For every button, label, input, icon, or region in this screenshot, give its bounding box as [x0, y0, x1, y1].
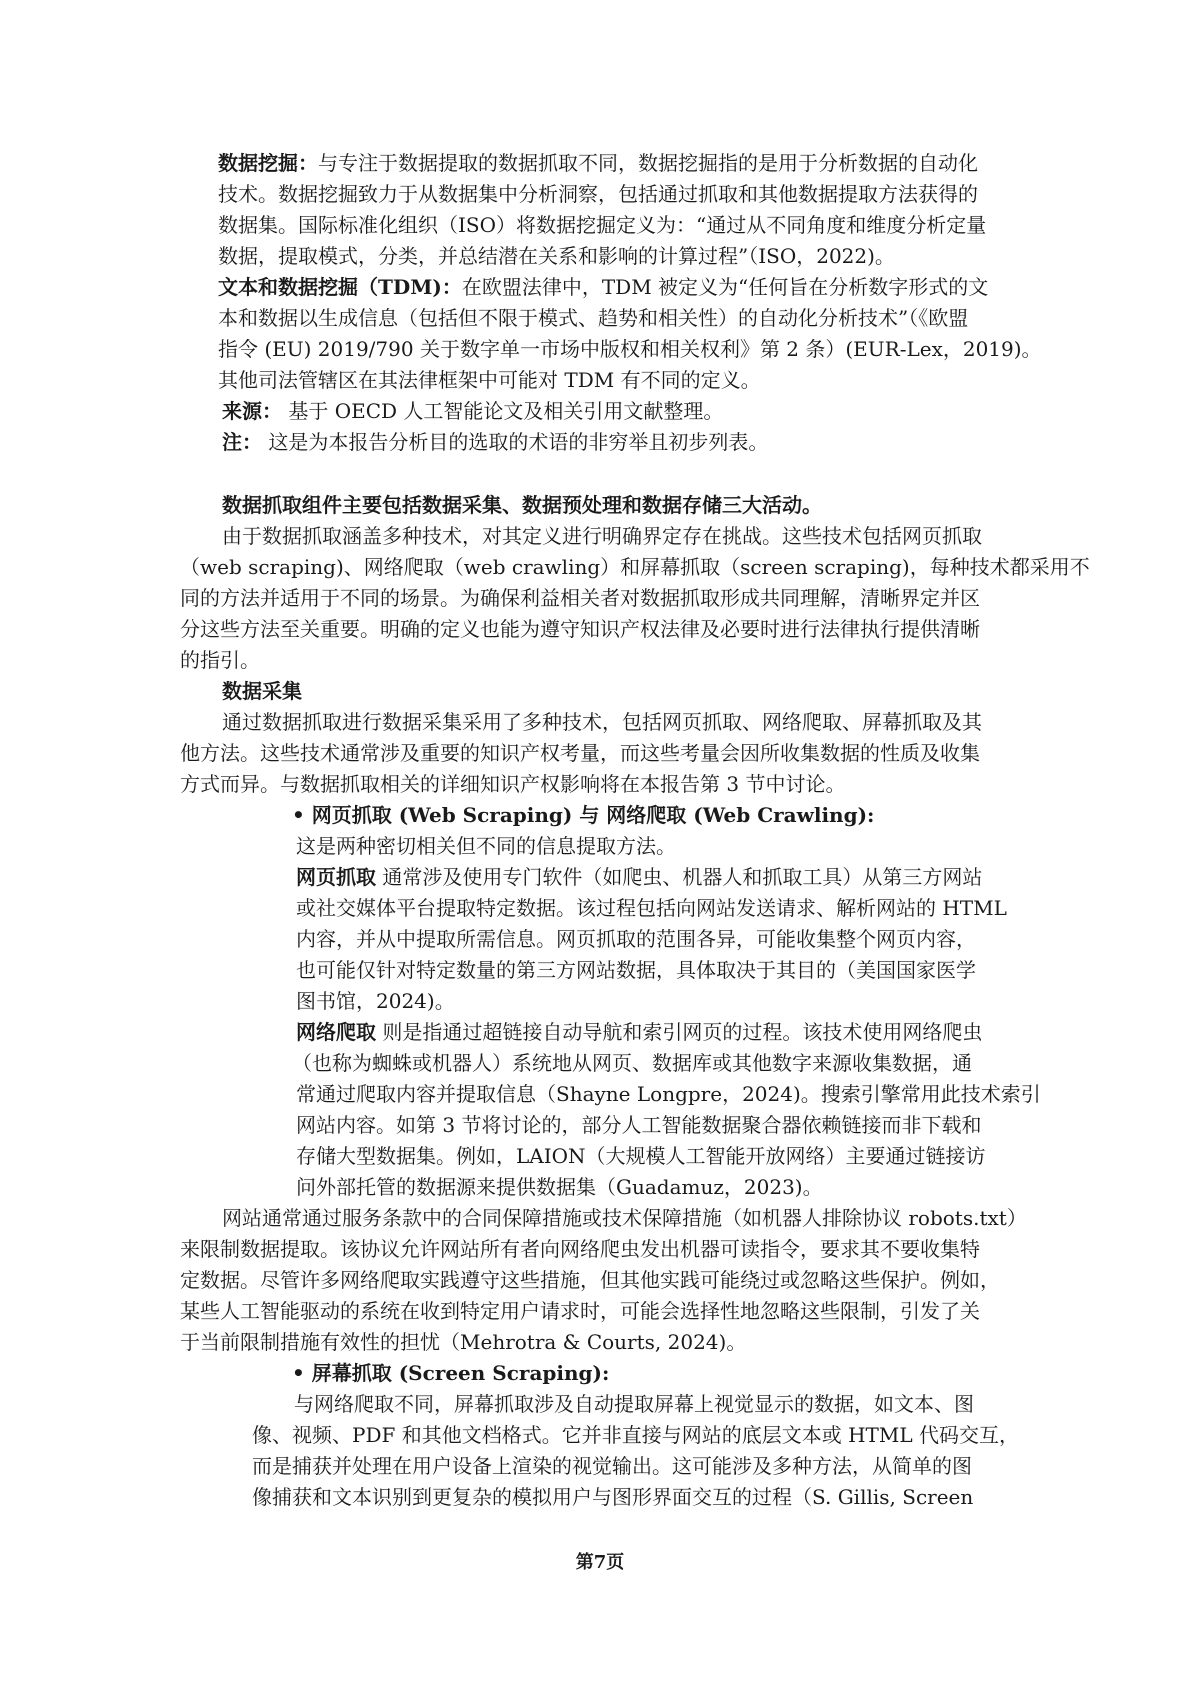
term-data-mining: 数据挖掘：	[218, 151, 318, 175]
definition-tdm	[218, 272, 1042, 396]
definition-data-mining	[218, 148, 1023, 272]
term-web-crawling: 网络爬取	[296, 1020, 376, 1044]
page-number: 第7页	[575, 1552, 625, 1573]
bullet-title: • 网页抓取 (Web Scraping) 与 网络爬取 (Web Crawling):	[292, 803, 875, 827]
intro-paragraph: 由于数据抓取涵盖多种技术，对其定义进行明确界定存在挑战。这些技术包括网页抓取 （web scraping)、网络爬取（web crawling）和屏幕抓取（screen scraping)，每种技术都采用不 同的方法并适用于不同的场景。为确保利益相关者对数据抓取形成共同理解，清晰界定并区 分这些方法至关重要。明确的定义也能为遵守知识产权法律及必要时进行法律执行提供清晰 的指引。	[180, 524, 1090, 672]
term-tdm: 文本和数据挖掘（TDM)：	[218, 275, 462, 299]
definition-line: 其他司法管辖区在其法律框架中可能对 TDM 有不同的定义。	[218, 368, 761, 392]
source-line: 来源： 基于 OECD 人工智能论文及相关引用文献整理。	[222, 399, 724, 423]
source-note	[222, 396, 1022, 458]
definition-line: 文本和数据挖掘（TDM)：在欧盟法律中，TDM 被定义为“任何旨在分析数字形式的文	[218, 275, 989, 299]
definition-line: 数据，提取模式，分类，并总结潜在关系和影响的计算过程”（ISO，2022)。	[218, 244, 895, 268]
definition-line: 数据挖掘：与专注于数据提取的数据抓取不同，数据挖掘指的是用于分析数据的自动化	[218, 151, 978, 175]
summary-heading: 数据抓取组件主要包括数据采集、数据预处理和数据存储三大活动。	[222, 493, 822, 517]
collection-paragraph: 通过数据抓取进行数据采集采用了多种技术，包括网页抓取、网络爬取、屏幕抓取及其 他方法。这些技术通常涉及重要的知识产权考量，而这些考量会因所收集数据的性质及收集 方式而异。与数据抓取相关的详细知识产权影响将在本报告第 3 节中讨论。	[180, 710, 982, 796]
collection-heading: 数据采集	[222, 679, 302, 703]
bullet-screen-scraping: 与网络爬取不同，屏幕抓取涉及自动提取屏幕上视觉显示的数据，如文本、图 像、视频、PDF 和其他文档格式。它并非直接与网站的底层文本或 HTML 代码交互， 而是捕获并处理在用户设备上渲染的视觉输出。这可能涉及多种方法，从简单的图 像捕获和文本识别到更复杂的模拟用户与图形界面交互的过程（S. Gillis, Screen	[252, 1392, 1019, 1509]
definition-line: 数据集。国际标准化组织（ISO）将数据挖掘定义为：“通过从不同角度和维度分析定量	[218, 213, 987, 237]
definition-line: 指令 (EU) 2019/790 关于数字单一市场中版权和相关权利》第 2 条）(EUR-Lex，2019)。	[218, 337, 1042, 361]
term-web-scraping: 网页抓取	[296, 865, 376, 889]
bullet-screen-scraping-title: • 屏幕抓取 (Screen Scraping):	[292, 1361, 610, 1385]
robots-paragraph: 网站通常通过服务条款中的合同保障措施或技术保障措施（如机器人排除协议 robots.txt） 来限制数据提取。该协议允许网站所有者向网络爬虫发出机器可读指令，要求其不要收集特 定数据。尽管许多网络爬取实践遵守这些措施，但其他实践可能绕过或忽略这些保护。例如， 某些人工智能驱动的系统在收到特定用户请求时，可能会选择性地忽略这些限制，引发了关 于当前限制措施有效性的担忧（Mehrotra & Courts, 2024)。	[180, 1206, 1027, 1354]
definition-line: 技术。数据挖掘致力于从数据集中分析洞察，包括通过抓取和其他数据提取方法获得的	[218, 182, 978, 206]
note-line: 注： 这是为本报告分析目的选取的术语的非穷举且初步列表。	[222, 430, 769, 454]
definition-line: 本和数据以生成信息（包括但不限于模式、趋势和相关性）的自动化分析技术”（《欧盟	[218, 306, 969, 330]
bullet-web-scraping-crawling: • 网页抓取 (Web Scraping) 与 网络爬取 (Web Crawling): 这是两种密切相关但不同的信息提取方法。 网页抓取 通常涉及使用专门软件（如爬虫、机器人和抓取工具）从第三方网站 或社交媒体平台提取特定数据。该过程包括向网站发送请求、解析网站的 HTML 内容，并从中提取所需信息。网页抓取的范围各异，可能收集整个网页内容， 也可能仅针对特定数量的第三方网站数据，具体取决于其目的（美国国家医学 图书馆，2024)。 网络爬取 则是指通过超链接自动导航和索引网页的过程。该技术使用网络爬虫 （也称为蜘蛛或机器人）系统地从网页、数据库或其他数字来源收集数据，通 常通过爬取内容并提取信息（Shayne Longpre，2024)。搜索引擎常用此技术索引 网站内容。如第 3 节将讨论的，部分人工智能数据聚合器依赖链接而非下载和 存储大型数据集。例如，LAION（大规模人工智能开放网络）主要通过链接访 问外部托管的数据源来提供数据集（Guadamuz，2023)。	[292, 800, 1022, 1203]
bullet-intro: 这是两种密切相关但不同的信息提取方法。	[296, 834, 676, 858]
